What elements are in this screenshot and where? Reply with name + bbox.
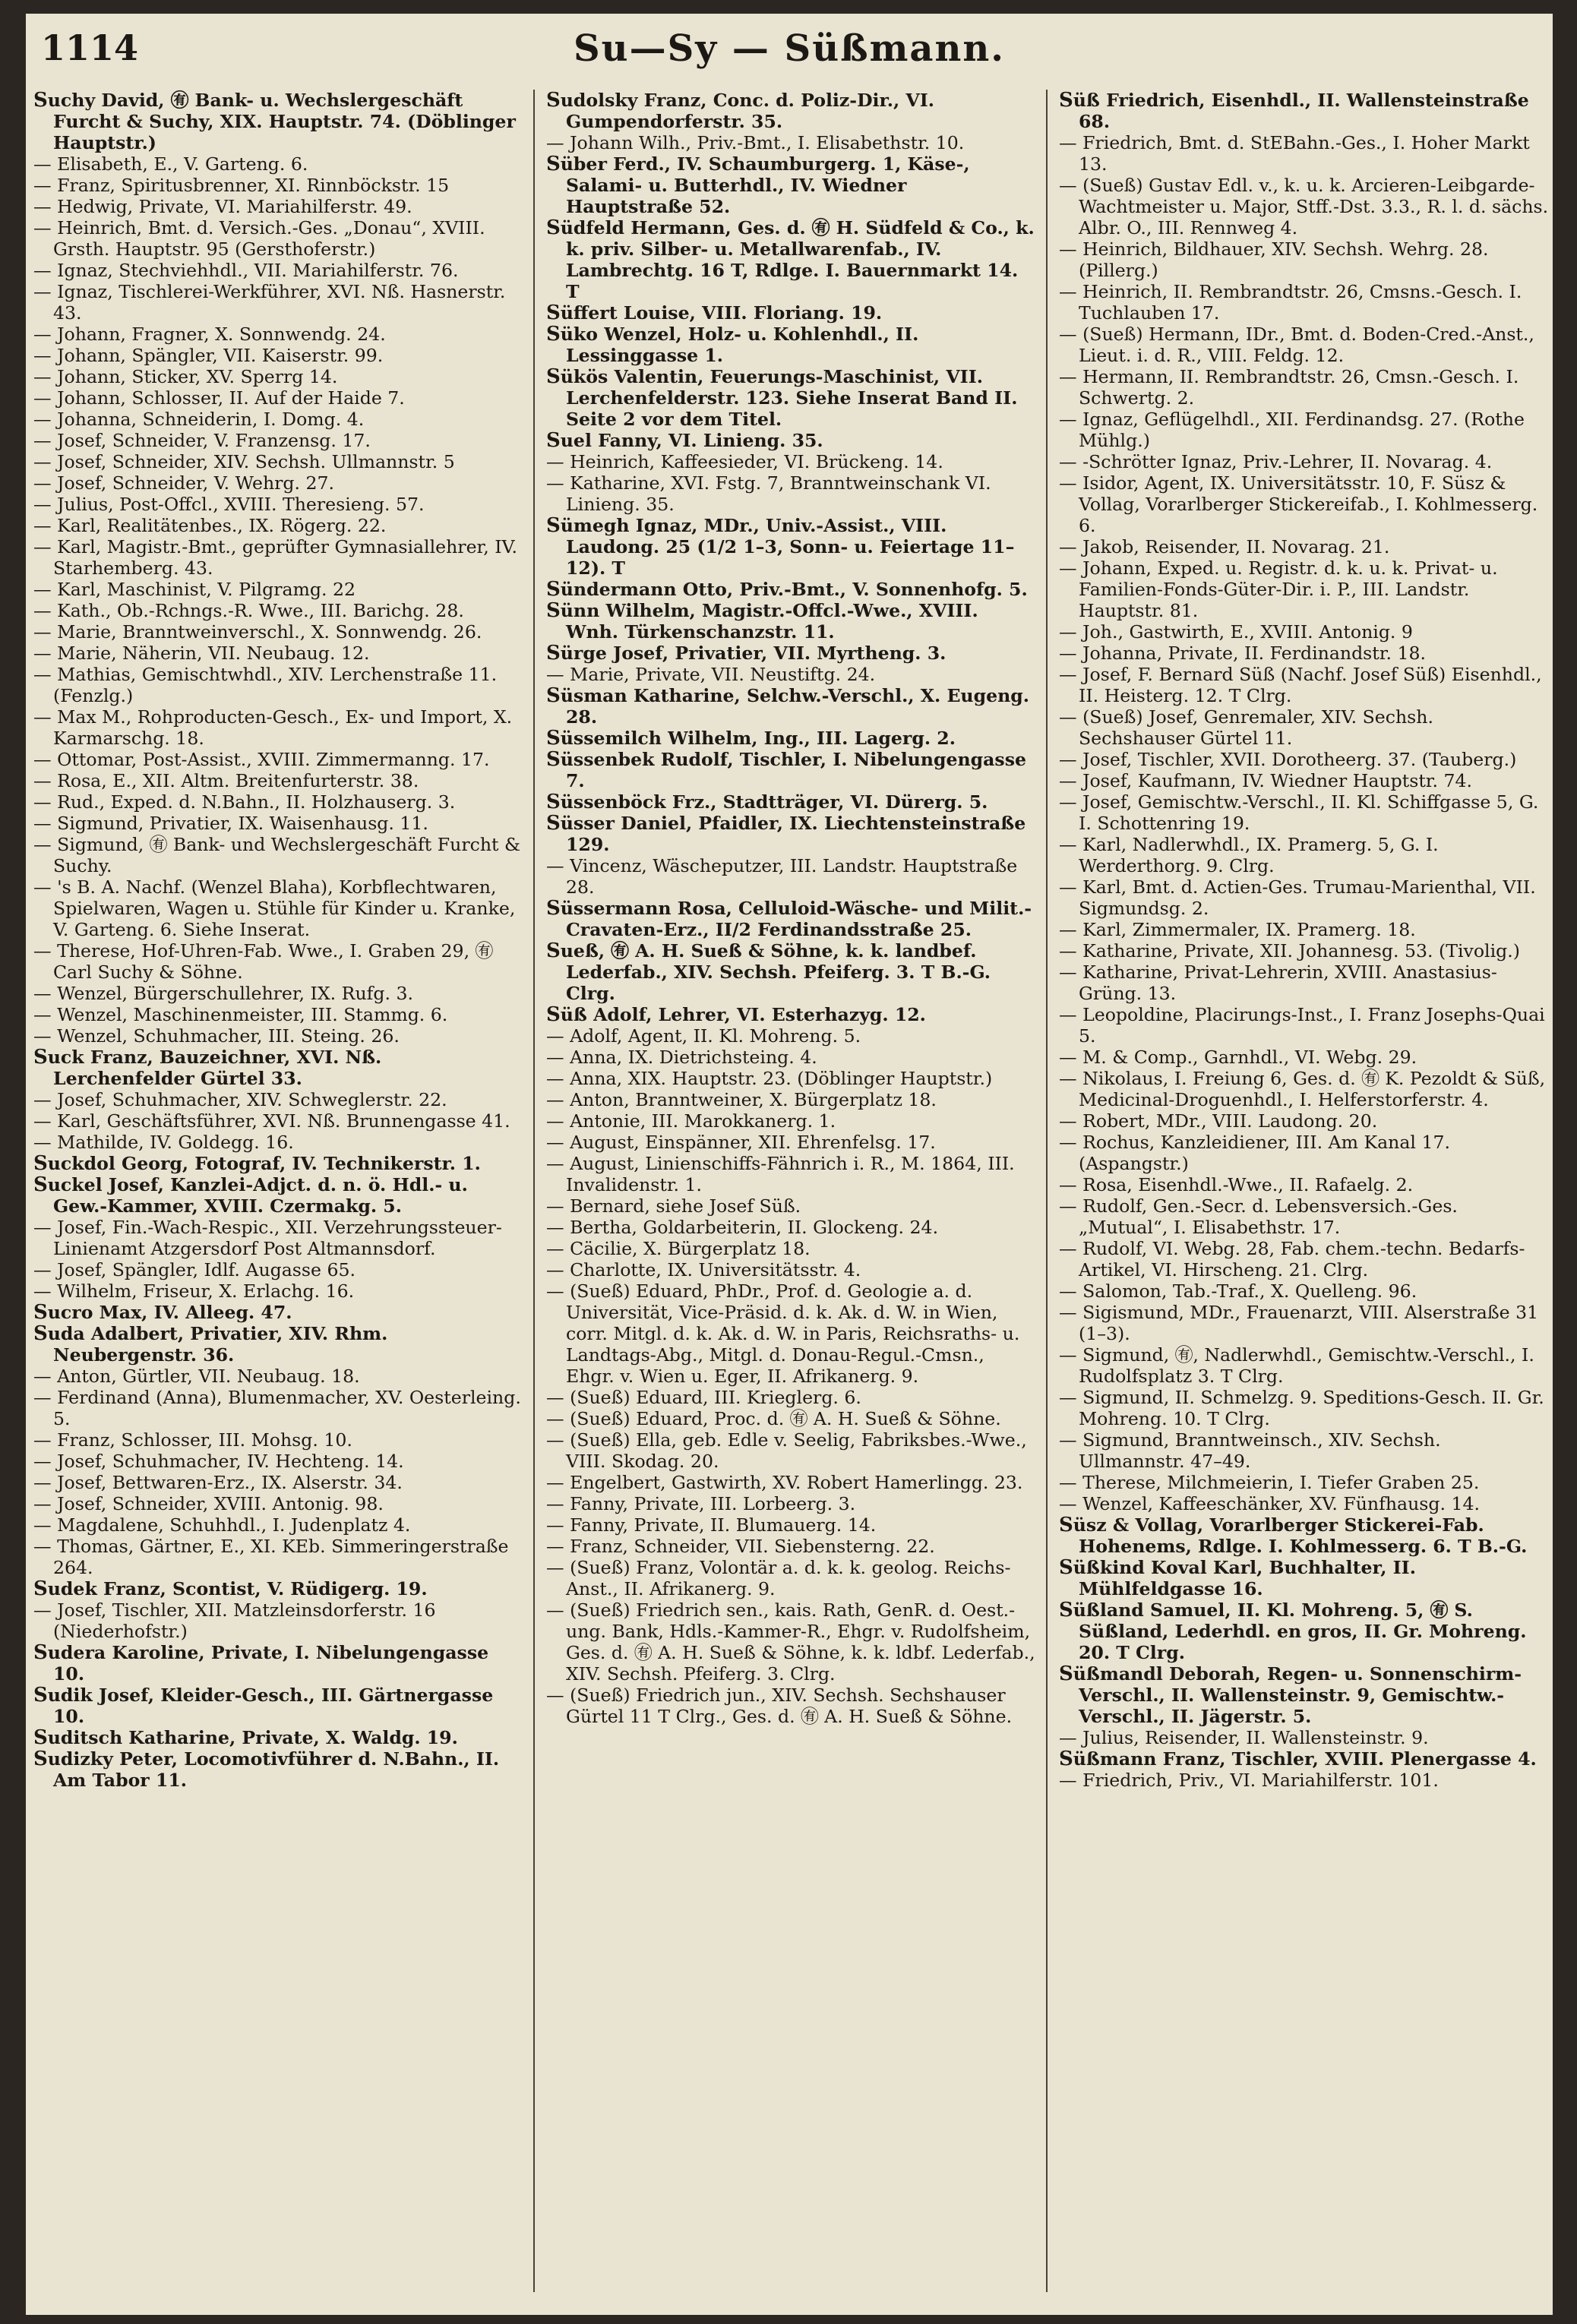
directory-entry: — Adolf, Agent, II. Kl. Mohreng. 5. bbox=[546, 1025, 861, 1047]
directory-entry: — Elisabeth, E., V. Garteng. 6. bbox=[33, 153, 308, 175]
directory-entry: — Ottomar, Post-Assist., XVIII. Zimmermanng. 17. bbox=[33, 749, 490, 770]
directory-entry-head: Süko Wenzel, Holz- u. Kohlenhdl., II. Lessinggasse 1. bbox=[546, 323, 919, 366]
column-1 bbox=[33, 90, 523, 2300]
directory-entry: — Heinrich, II. Rembrandtstr. 26, Cmsns.-Gesch. I. Tuchlauben 17. bbox=[1059, 281, 1522, 324]
directory-entry: — Robert, MDr., VIII. Laudong. 20. bbox=[1059, 1110, 1378, 1132]
directory-entry: — Karl, Nadlerwhdl., IX. Pramerg. 5, G. I. Werderthorg. 9. Clrg. bbox=[1059, 834, 1439, 876]
directory-entry-head: Süßkind Koval Karl, Buchhalter, II. Mühlfeldgasse 16. bbox=[1059, 1556, 1416, 1599]
page-number: 1114 bbox=[41, 27, 139, 68]
directory-entry: — Cäcilie, X. Bürgerplatz 18. bbox=[546, 1238, 811, 1259]
directory-entry-head: Süssermann Rosa, Celluloid-Wäsche- und Milit.-Cravaten-Erz., II/2 Ferdinandsstraße 25. bbox=[546, 897, 1032, 940]
directory-entry: — Josef, Schneider, V. Franzensg. 17. bbox=[33, 430, 371, 451]
directory-entry-head: Suchy David, ㊒ Bank- u. Wechslergeschäft Furcht & Suchy, XIX. Hauptstr. 74. (Döblinger Hauptstr.) bbox=[33, 90, 516, 153]
directory-entry-head: Süssenbek Rudolf, Tischler, I. Nibelungengasse 7. bbox=[546, 748, 1026, 791]
directory-entry: — 's B. A. Nachf. (Wenzel Blaha), Korbflechtwaren, Spielwaren, Wagen u. Stühle für Kinder u. Kranke, V. Garteng. 6. Siehe Inserat. bbox=[33, 876, 516, 940]
directory-entry: — Heinrich, Kaffeesieder, VI. Brückeng. 14. bbox=[546, 451, 943, 472]
directory-entry: — Josef, Schuhmacher, XIV. Schweglerstr. 22. bbox=[33, 1089, 447, 1110]
directory-entry: — Josef, Gemischtw.-Verschl., II. Kl. Schiffgasse 5, G. I. Schottenring 19. bbox=[1059, 791, 1539, 834]
directory-entry: — Josef, Schneider, V. Wehrg. 27. bbox=[33, 472, 335, 494]
directory-entry: — Anton, Branntweiner, X. Bürgerplatz 18. bbox=[546, 1089, 937, 1110]
directory-entry: — Rosa, Eisenhdl.-Wwe., II. Rafaelg. 2. bbox=[1059, 1174, 1414, 1195]
directory-entry: — Magdalene, Schuhhdl., I. Judenplatz 4. bbox=[33, 1514, 411, 1536]
directory-entry: — Isidor, Agent, IX. Universitätsstr. 10, F. Süsz & Vollag, Vorarlberger Stickereifab., I. Kohlmesserg. 6. bbox=[1059, 472, 1538, 536]
directory-entry: — Johann, Exped. u. Registr. d. k. u. k. Privat- u. Familien-Fonds-Güter-Dir. i. P., III. Landstr. Hauptstr. 81. bbox=[1059, 557, 1498, 621]
directory-entry: — Rudolf, VI. Webg. 28, Fab. chem.-techn. Bedarfs-Artikel, VI. Hirscheng. 21. Clrg. bbox=[1059, 1238, 1525, 1280]
directory-entry: — (Sueß) Eduard, Proc. d. ㊒ A. H. Sueß & Söhne. bbox=[546, 1408, 1001, 1429]
directory-entry: — Sigmund, ㊒, Nadlerwhdl., Gemischtw.-Verschl., I. Rudolfsplatz 3. T Clrg. bbox=[1059, 1344, 1534, 1387]
directory-entry: — Karl, Maschinist, V. Pilgramg. 22 bbox=[33, 579, 356, 600]
directory-entry: — Mathilde, IV. Goldegg. 16. bbox=[33, 1132, 294, 1153]
directory-entry: — Josef, Schneider, XIV. Sechsh. Ullmannstr. 5 bbox=[33, 451, 455, 472]
directory-entry: — Johanna, Schneiderin, I. Domg. 4. bbox=[33, 409, 365, 430]
directory-entry-head: Suditsch Katharine, Private, X. Waldg. 19. bbox=[33, 1726, 458, 1749]
directory-entry: — Kath., Ob.-Rchngs.-R. Wwe., III. Barichg. 28. bbox=[33, 600, 464, 621]
directory-entry: — Marie, Private, VII. Neustiftg. 24. bbox=[546, 664, 876, 685]
directory-entry: — Friedrich, Bmt. d. StEBahn.-Ges., I. Hoher Markt 13. bbox=[1059, 132, 1530, 175]
directory-entry: — Engelbert, Gastwirth, XV. Robert Hamerlingg. 23. bbox=[546, 1472, 1023, 1493]
directory-entry: — Sigmund, ㊒ Bank- und Wechslergeschäft Furcht & Suchy. bbox=[33, 834, 521, 876]
page-header bbox=[26, 14, 1553, 84]
directory-entry-head: Süssenböck Frz., Stadtträger, VI. Dürerg. 5. bbox=[546, 791, 988, 813]
directory-entry: — Antonie, III. Marokkanerg. 1. bbox=[546, 1110, 836, 1132]
directory-entry-head: Sueß, ㊒ A. H. Sueß & Söhne, k. k. landbef. Lederfab., XIV. Sechsh. Pfeiferg. 3. T B.-G. Clrg. bbox=[546, 939, 991, 1004]
directory-entry: — -Schrötter Ignaz, Priv.-Lehrer, II. Novarag. 4. bbox=[1059, 451, 1493, 472]
directory-entry: — Mathias, Gemischtwhdl., XIV. Lerchenstraße 11. (Fenzlg.) bbox=[33, 664, 498, 706]
directory-entry-head: Suckel Josef, Kanzlei-Adjct. d. n. ö. Hdl.- u. Gew.-Kammer, XVIII. Czermakg. 5. bbox=[33, 1173, 468, 1217]
directory-entry-head: Süssemilch Wilhelm, Ing., III. Lagerg. 2. bbox=[546, 727, 956, 750]
directory-entry: — Sigmund, Privatier, IX. Waisenhausg. 11. bbox=[33, 813, 428, 834]
directory-entry-head: Südfeld Hermann, Ges. d. ㊒ H. Südfeld & Co., k. k. priv. Silber- u. Metallwarenfab., IV. Lambrechtg. 16 T, Rdlge. I. Bauernmarkt 14. T bbox=[546, 216, 1035, 302]
directory-entry-head: Süsser Daniel, Pfaidler, IX. Liechtensteinstraße 129. bbox=[546, 812, 1026, 855]
directory-entry-head: Süßland Samuel, II. Kl. Mohreng. 5, ㊒ S. Süßland, Lederhdl. en gros, II. Gr. Mohreng. 20. T Clrg. bbox=[1059, 1599, 1527, 1663]
directory-entry: — (Sueß) Gustav Edl. v., k. u. k. Arcieren-Leibgarde-Wachtmeister u. Major, Stff.-Dst. 3.3., R. l. d. sächs. Albr. O., III. Rennweg 4. bbox=[1059, 175, 1549, 238]
directory-entry: — Rosa, E., XII. Altm. Breitenfurterstr. 38. bbox=[33, 770, 419, 791]
directory-entry: — (Sueß) Hermann, IDr., Bmt. d. Boden-Cred.-Anst., Lieut. i. d. R., VIII. Feldg. 12. bbox=[1059, 324, 1534, 366]
directory-entry: — (Sueß) Friedrich jun., XIV. Sechsh. Sechshauser Gürtel 11 T Clrg., Ges. d. ㊒ A. H. Sueß & Söhne. bbox=[546, 1685, 1013, 1727]
directory-entry: — Leopoldine, Placirungs-Inst., I. Franz Josephs-Quai 5. bbox=[1059, 1004, 1545, 1047]
directory-entry-head: Suckdol Georg, Fotograf, IV. Technikerstr. 1. bbox=[33, 1152, 481, 1175]
directory-entry: — Johanna, Private, II. Ferdinandstr. 18. bbox=[1059, 643, 1426, 664]
directory-entry: — Rochus, Kanzleidiener, III. Am Kanal 17. (Aspangstr.) bbox=[1059, 1132, 1450, 1174]
directory-entry-head: Sudera Karoline, Private, I. Nibelungengasse 10. bbox=[33, 1641, 489, 1685]
directory-entry: — Charlotte, IX. Universitätsstr. 4. bbox=[546, 1259, 861, 1280]
directory-entry-head: Süßmandl Deborah, Regen- u. Sonnenschirm-Verschl., II. Wallensteinstr. 9, Gemischtw.-Verschl., II. Jägerstr. 5. bbox=[1059, 1662, 1522, 1727]
directory-entry: — Marie, Branntweinverschl., X. Sonnwendg. 26. bbox=[33, 621, 482, 643]
directory-entry-head: Süßmann Franz, Tischler, XVIII. Plenergasse 4. bbox=[1059, 1748, 1537, 1770]
directory-entry: — Josef, Tischler, XVII. Dorotheerg. 37. (Tauberg.) bbox=[1059, 749, 1517, 770]
directory-page bbox=[26, 14, 1553, 2315]
directory-entry-head: Sudizky Peter, Locomotivführer d. N.Bahn., II. Am Tabor 11. bbox=[33, 1748, 500, 1791]
directory-entry: — Sigmund, II. Schmelzg. 9. Speditions-Gesch. II. Gr. Mohreng. 10. T Clrg. bbox=[1059, 1387, 1544, 1429]
directory-entry: — Karl, Realitätenbes., IX. Rögerg. 22. bbox=[33, 515, 387, 536]
directory-entry-head: Süber Ferd., IV. Schaumburgerg. 1, Käse-, Salami- u. Butterhdl., IV. Wiedner Hauptstraße 52. bbox=[546, 153, 970, 217]
directory-entry-head: Süsman Katharine, Selchw.-Verschl., X. Eugeng. 28. bbox=[546, 684, 1029, 728]
column-3 bbox=[1059, 90, 1549, 2300]
column-2 bbox=[546, 90, 1036, 2300]
directory-entry: — Therese, Milchmeierin, I. Tiefer Graben 25. bbox=[1059, 1472, 1480, 1493]
directory-entry: — August, Linienschiffs-Fähnrich i. R., M. 1864, III. Invalidenstr. 1. bbox=[546, 1153, 1015, 1195]
column-divider bbox=[533, 90, 535, 2292]
directory-entry: — Johann Wilh., Priv.-Bmt., I. Elisabethstr. 10. bbox=[546, 132, 965, 153]
directory-entry-head: Sümegh Ignaz, MDr., Univ.-Assist., VIII. Laudong. 25 (1/2 1–3, Sonn- u. Feiertage 11–12). T bbox=[546, 514, 1015, 579]
directory-entry: — Joh., Gastwirth, E., XVIII. Antonig. 9 bbox=[1059, 621, 1413, 643]
directory-entry: — August, Einspänner, XII. Ehrenfelsg. 17. bbox=[546, 1132, 936, 1153]
directory-entry: — Marie, Näherin, VII. Neubaug. 12. bbox=[33, 643, 370, 664]
directory-entry: — Josef, Schuhmacher, IV. Hechteng. 14. bbox=[33, 1451, 404, 1472]
column-divider bbox=[1046, 90, 1048, 2292]
directory-entry: — Wenzel, Bürgerschullehrer, IX. Rufg. 3. bbox=[33, 983, 413, 1004]
directory-entry: — Heinrich, Bildhauer, XIV. Sechsh. Wehrg. 28. (Pillerg.) bbox=[1059, 238, 1489, 281]
directory-entry-head: Sudek Franz, Scontist, V. Rüdigerg. 19. bbox=[33, 1577, 428, 1600]
directory-entry: — Johann, Schlosser, II. Auf der Haide 7. bbox=[33, 387, 405, 409]
directory-entry: — M. & Comp., Garnhdl., VI. Webg. 29. bbox=[1059, 1047, 1417, 1068]
directory-entry: — Johann, Sticker, XV. Sperrg 14. bbox=[33, 366, 338, 387]
directory-entry: — Bertha, Goldarbeiterin, II. Glockeng. 24. bbox=[546, 1217, 939, 1238]
directory-entry: — Nikolaus, I. Freiung 6, Ges. d. ㊒ K. Pezoldt & Süß, Medicinal-Droguenhdl., I. Helferstorferstr. 4. bbox=[1059, 1068, 1546, 1110]
directory-entry: — (Sueß) Josef, Genremaler, XIV. Sechsh. Sechshauser Gürtel 11. bbox=[1059, 706, 1433, 749]
directory-entry: — Anton, Gürtler, VII. Neubaug. 18. bbox=[33, 1366, 360, 1387]
directory-entry-head: Süß Adolf, Lehrer, VI. Esterhazyg. 12. bbox=[546, 1003, 926, 1026]
directory-entry: — Rud., Exped. d. N.Bahn., II. Holzhauserg. 3. bbox=[33, 791, 456, 813]
directory-entry: — Anna, XIX. Hauptstr. 23. (Döblinger Hauptstr.) bbox=[546, 1068, 993, 1089]
directory-entry: — Jakob, Reisender, II. Novarag. 21. bbox=[1059, 536, 1390, 557]
directory-entry: — Johann, Spängler, VII. Kaiserstr. 99. bbox=[33, 345, 384, 366]
running-head: Su—Sy — Süßmann. bbox=[574, 27, 1005, 70]
directory-entry: — Karl, Geschäftsführer, XVI. Nß. Brunnengasse 41. bbox=[33, 1110, 510, 1132]
directory-entry: — Ignaz, Geflügelhdl., XII. Ferdinandsg. 27. (Rothe Mühlg.) bbox=[1059, 409, 1525, 451]
directory-entry: — Rudolf, Gen.-Secr. d. Lebensversich.-Ges. „Mutual“, I. Elisabethstr. 17. bbox=[1059, 1195, 1458, 1238]
directory-entry: — Franz, Spiritusbrenner, XI. Rinnböckstr. 15 bbox=[33, 175, 450, 196]
directory-entry: — Ignaz, Stechviehhdl., VII. Mariahilferstr. 76. bbox=[33, 260, 459, 281]
directory-entry: — Katharine, XVI. Fstg. 7, Branntweinschank VI. Linieng. 35. bbox=[546, 472, 991, 515]
directory-entry: — Thomas, Gärtner, E., XI. KEb. Simmeringerstraße 264. bbox=[33, 1536, 509, 1578]
directory-entry: — Katharine, Privat-Lehrerin, XVIII. Anastasius-Grüng. 13. bbox=[1059, 961, 1497, 1004]
directory-entry: — Wenzel, Schuhmacher, III. Steing. 26. bbox=[33, 1025, 400, 1047]
directory-entry: — Anna, IX. Dietrichsteing. 4. bbox=[546, 1047, 817, 1068]
directory-entry: — Franz, Schlosser, III. Mohsg. 10. bbox=[33, 1429, 352, 1451]
directory-entry: — Julius, Reisender, II. Wallensteinstr. 9. bbox=[1059, 1727, 1429, 1748]
directory-entry-head: Süffert Louise, VIII. Floriang. 19. bbox=[546, 302, 883, 324]
directory-entry: — Katharine, Private, XII. Johannesg. 53. (Tivolig.) bbox=[1059, 940, 1520, 961]
directory-entry-head: Suck Franz, Bauzeichner, XVI. Nß. Lerchenfelder Gürtel 33. bbox=[33, 1046, 382, 1089]
directory-entry: — Josef, F. Bernard Süß (Nachf. Josef Süß) Eisenhdl., II. Heisterg. 12. T Clrg. bbox=[1059, 664, 1542, 706]
directory-entry: — Bernard, siehe Josef Süß. bbox=[546, 1195, 801, 1217]
directory-entry: — Ignaz, Tischlerei-Werkführer, XVI. Nß. Hasnerstr. 43. bbox=[33, 281, 506, 324]
directory-entry: — Therese, Hof-Uhren-Fab. Wwe., I. Graben 29, ㊒ Carl Suchy & Söhne. bbox=[33, 940, 494, 983]
directory-entry-head: Sükös Valentin, Feuerungs-Maschinist, VII. Lerchenfelderstr. 123. Siehe Inserat Band II. Seite 2 vor dem Titel. bbox=[546, 365, 1018, 430]
directory-entry: — Sigismund, MDr., Frauenarzt, VIII. Alserstraße 31 (1–3). bbox=[1059, 1302, 1539, 1344]
directory-entry: — (Sueß) Eduard, III. Krieglerg. 6. bbox=[546, 1387, 861, 1408]
directory-entry: — Wilhelm, Friseur, X. Erlachg. 16. bbox=[33, 1280, 355, 1302]
directory-entry: — Josef, Bettwaren-Erz., IX. Alserstr. 34. bbox=[33, 1472, 403, 1493]
directory-entry-head: Süß Friedrich, Eisenhdl., II. Wallensteinstraße 68. bbox=[1059, 90, 1529, 132]
directory-entry: — Vincenz, Wäscheputzer, III. Landstr. Hauptstraße 28. bbox=[546, 855, 1018, 898]
directory-entry: — Fanny, Private, III. Lorbeerg. 3. bbox=[546, 1493, 856, 1514]
directory-entry: — Julius, Post-Offcl., XVIII. Theresieng. 57. bbox=[33, 494, 425, 515]
directory-entry-head: Sudik Josef, Kleider-Gesch., III. Gärtnergasse 10. bbox=[33, 1684, 494, 1727]
directory-entry: — Heinrich, Bmt. d. Versich.-Ges. „Donau“, XVIII. Grsth. Hauptstr. 95 (Gersthoferstr.) bbox=[33, 217, 485, 260]
directory-entry-head: Sürge Josef, Privatier, VII. Myrtheng. 3. bbox=[546, 642, 947, 665]
directory-entry-head: Sudolsky Franz, Conc. d. Poliz-Dir., VI. Gumpendorferstr. 35. bbox=[546, 90, 934, 132]
directory-entry: — (Sueß) Eduard, PhDr., Prof. d. Geologie a. d. Universität, Vice-Präsid. d. k. Ak. d. W. in Wien, corr. Mitgl. d. k. Ak. d. W. in Paris, Reichsraths- u. Landtags-Abg., Mitgl. d. Donau-Regul.-Cmsn., Ehgr. v. Wien u. Eger, II. Afrikanerg. 9. bbox=[546, 1280, 1020, 1387]
directory-entry: — Ferdinand (Anna), Blumenmacher, XV. Oesterleing. 5. bbox=[33, 1387, 521, 1429]
directory-entry: — Wenzel, Kaffeeschänker, XV. Fünfhausg. 14. bbox=[1059, 1493, 1481, 1514]
directory-entry-head: Suda Adalbert, Privatier, XIV. Rhm. Neubergenstr. 36. bbox=[33, 1322, 388, 1366]
directory-entry: — (Sueß) Friedrich sen., kais. Rath, GenR. d. Oest.-ung. Bank, Hdls.-Kammer-R., Ehgr. v. Rudolfsheim, Ges. d. ㊒ A. H. Sueß & Söhne, k. k. ldbf. Lederfab., XIV. Sechsh. Pfeiferg. 3. Clrg. bbox=[546, 1599, 1035, 1685]
directory-entry-head: Sündermann Otto, Priv.-Bmt., V. Sonnenhofg. 5. bbox=[546, 578, 1028, 601]
directory-entry: — (Sueß) Ella, geb. Edle v. Seelig, Fabriksbes.-Wwe., VIII. Skodag. 20. bbox=[546, 1429, 1027, 1472]
directory-entry: — Josef, Fin.-Wach-Respic., XII. Verzehrungssteuer-Linienamt Atzgersdorf Post Altmannsdorf. bbox=[33, 1217, 502, 1259]
directory-entry: — Fanny, Private, II. Blumauerg. 14. bbox=[546, 1514, 877, 1536]
directory-entry: — Josef, Tischler, XII. Matzleinsdorferstr. 16 (Niederhofstr.) bbox=[33, 1599, 436, 1642]
directory-entry: — Salomon, Tab.-Traf., X. Quelleng. 96. bbox=[1059, 1280, 1417, 1302]
directory-entry: — Josef, Kaufmann, IV. Wiedner Hauptstr. 74. bbox=[1059, 770, 1473, 791]
directory-entry-head: Süsz & Vollag, Vorarlberger Stickerei-Fab. Hohenems, Rdlge. I. Kohlmesserg. 6. T B.-G. bbox=[1059, 1514, 1528, 1557]
directory-entry: — Karl, Magistr.-Bmt., geprüfter Gymnasiallehrer, IV. Starhemberg. 43. bbox=[33, 536, 517, 579]
directory-entry: — Hedwig, Private, VI. Mariahilferstr. 49. bbox=[33, 196, 412, 217]
directory-entry: — Josef, Schneider, XVIII. Antonig. 98. bbox=[33, 1493, 384, 1514]
directory-entry: — Johann, Fragner, X. Sonnwendg. 24. bbox=[33, 324, 386, 345]
directory-entry: — Sigmund, Branntweinsch., XIV. Sechsh. Ullmannstr. 47–49. bbox=[1059, 1429, 1441, 1472]
directory-entry: — (Sueß) Franz, Volontär a. d. k. k. geolog. Reichs-Anst., II. Afrikanerg. 9. bbox=[546, 1557, 1011, 1599]
directory-entry: — Friedrich, Priv., VI. Mariahilferstr. 101. bbox=[1059, 1770, 1439, 1791]
directory-entry: — Josef, Spängler, Idlf. Augasse 65. bbox=[33, 1259, 356, 1280]
directory-entry: — Franz, Schneider, VII. Siebensterng. 22. bbox=[546, 1536, 935, 1557]
directory-entry-head: Suel Fanny, VI. Linieng. 35. bbox=[546, 429, 823, 452]
directory-entry-head: Sünn Wilhelm, Magistr.-Offcl.-Wwe., XVIII. Wnh. Türkenschanzstr. 11. bbox=[546, 599, 978, 643]
directory-entry: — Karl, Bmt. d. Actien-Ges. Trumau-Marienthal, VII. Sigmundsg. 2. bbox=[1059, 876, 1536, 919]
directory-entry: — Wenzel, Maschinenmeister, III. Stammg. 6. bbox=[33, 1004, 448, 1025]
directory-entry: — Karl, Zimmermaler, IX. Pramerg. 18. bbox=[1059, 919, 1416, 940]
directory-entry: — Hermann, II. Rembrandtstr. 26, Cmsn.-Gesch. I. Schwertg. 2. bbox=[1059, 366, 1519, 409]
directory-entry: — Max M., Rohproducten-Gesch., Ex- und Import, X. Karmarschg. 18. bbox=[33, 706, 513, 749]
directory-entry-head: Sucro Max, IV. Alleeg. 47. bbox=[33, 1301, 292, 1324]
